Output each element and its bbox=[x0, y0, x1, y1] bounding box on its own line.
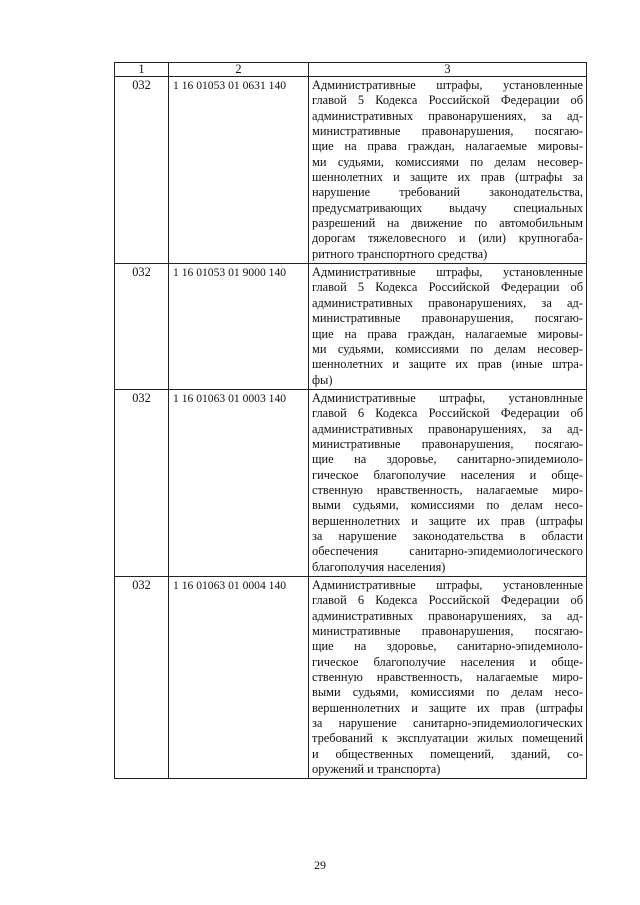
description-line: министративные правонарушения, посягаю- bbox=[312, 311, 583, 326]
description-line: шеннолетних и защите их прав (иные штра- bbox=[312, 357, 583, 372]
description-line: главой 5 Кодекса Российской Федерации об bbox=[312, 93, 583, 108]
table-body bbox=[115, 63, 587, 779]
budget-classification-code-cell: 1 16 01063 01 0004 140 bbox=[169, 577, 309, 779]
description-line: гическое благополучие населения и обще- bbox=[312, 654, 583, 669]
budget-codes-table bbox=[114, 62, 587, 779]
description-line: ственную нравственность, налагаемые миро- bbox=[312, 670, 583, 685]
admin-code-cell: 032 bbox=[115, 264, 169, 390]
table-row bbox=[115, 77, 587, 264]
income-description-cell bbox=[309, 264, 587, 390]
budget-classification-code-cell: 1 16 01063 01 0003 140 bbox=[169, 389, 309, 576]
description-line: ми судьями, комиссиями по делам несовер- bbox=[312, 341, 583, 356]
income-description-cell bbox=[309, 577, 587, 779]
description-line: шеннолетних и защите их прав (штрафы за bbox=[312, 170, 583, 185]
header-row bbox=[115, 63, 587, 77]
income-description-cell bbox=[309, 77, 587, 264]
description-line: за нарушение санитарно-эпидемиологических bbox=[312, 716, 583, 731]
table-row bbox=[115, 577, 587, 779]
description-line: административных правонарушениях, за ад- bbox=[312, 108, 583, 123]
table-row bbox=[115, 389, 587, 576]
description-line: оружений и транспорта) bbox=[312, 762, 441, 777]
description-line: разрешений на движение по автомобильным bbox=[312, 216, 583, 231]
admin-code-cell: 032 bbox=[115, 577, 169, 779]
description-line: административных правонарушениях, за ад- bbox=[312, 421, 583, 436]
description-line: Административные штрафы, установлнные bbox=[312, 390, 583, 405]
description-line: Административные штрафы, установленные bbox=[312, 78, 583, 92]
budget-classification-code-cell: 1 16 01053 01 0631 140 bbox=[169, 77, 309, 264]
header-col-3: 3 bbox=[309, 63, 587, 77]
description-line: главой 5 Кодекса Российской Федерации об bbox=[312, 280, 583, 295]
table-row bbox=[115, 264, 587, 390]
description-line: административных правонарушениях, за ад- bbox=[312, 295, 583, 310]
description-line: вершеннолетних и защите их прав (штрафы bbox=[312, 513, 583, 528]
description-line: за нарушение законодательства в области bbox=[312, 528, 583, 543]
description-line: обеспечения санитарно-эпидемиологического bbox=[312, 544, 583, 559]
budget-classification-code-cell: 1 16 01053 01 9000 140 bbox=[169, 264, 309, 390]
description-line: главой 6 Кодекса Российской Федерации об bbox=[312, 406, 583, 421]
description-line: выми судьями, комиссиями по делам несо- bbox=[312, 498, 583, 513]
description-line: щие на права граждан, налагаемые мировы- bbox=[312, 326, 583, 341]
description-line: фы) bbox=[312, 372, 333, 387]
description-line: вершеннолетних и защите их прав (штрафы bbox=[312, 700, 583, 715]
description-line: ми судьями, комиссиями по делам несовер- bbox=[312, 154, 583, 169]
description-line: щие на здоровье, санитарно-эпидемиоло- bbox=[312, 452, 583, 467]
income-description-cell bbox=[309, 389, 587, 576]
description-line: выми судьями, комиссиями по делам несо- bbox=[312, 685, 583, 700]
admin-code-cell: 032 bbox=[115, 389, 169, 576]
description-line: благополучия населения) bbox=[312, 559, 446, 574]
description-line: и общественных помещений, зданий, со- bbox=[312, 746, 583, 761]
description-line: щие на здоровье, санитарно-эпидемиоло- bbox=[312, 639, 583, 654]
header-col-2: 2 bbox=[169, 63, 309, 77]
page-number: 29 bbox=[314, 858, 326, 872]
admin-code-cell: 032 bbox=[115, 77, 169, 264]
description-line: главой 6 Кодекса Российской Федерации об bbox=[312, 593, 583, 608]
description-line: Административные штрафы, установленные bbox=[312, 578, 583, 592]
description-line: гическое благополучие населения и обще- bbox=[312, 467, 583, 482]
description-line: министративные правонарушения, посягаю- bbox=[312, 124, 583, 139]
description-line: ственную нравственность, налагаемые миро- bbox=[312, 482, 583, 497]
description-line: министративные правонарушения, посягаю- bbox=[312, 624, 583, 639]
description-line: Административные штрафы, установленные bbox=[312, 265, 583, 280]
description-line: дорогам тяжеловесного и (или) крупногаба- bbox=[312, 231, 583, 246]
header-col-1: 1 bbox=[115, 63, 169, 77]
description-line: ритного транспортного средства) bbox=[312, 246, 488, 261]
description-line: требований к эксплуатации жилых помещений bbox=[312, 731, 583, 746]
description-line: предусматривающих выдачу специальных bbox=[312, 200, 583, 215]
description-line: министративные правонарушения, посягаю- bbox=[312, 436, 583, 451]
description-line: щие на права граждан, налагаемые мировы- bbox=[312, 139, 583, 154]
description-line: нарушение требований законодательства, bbox=[312, 185, 583, 200]
description-line: административных правонарушениях, за ад- bbox=[312, 608, 583, 623]
